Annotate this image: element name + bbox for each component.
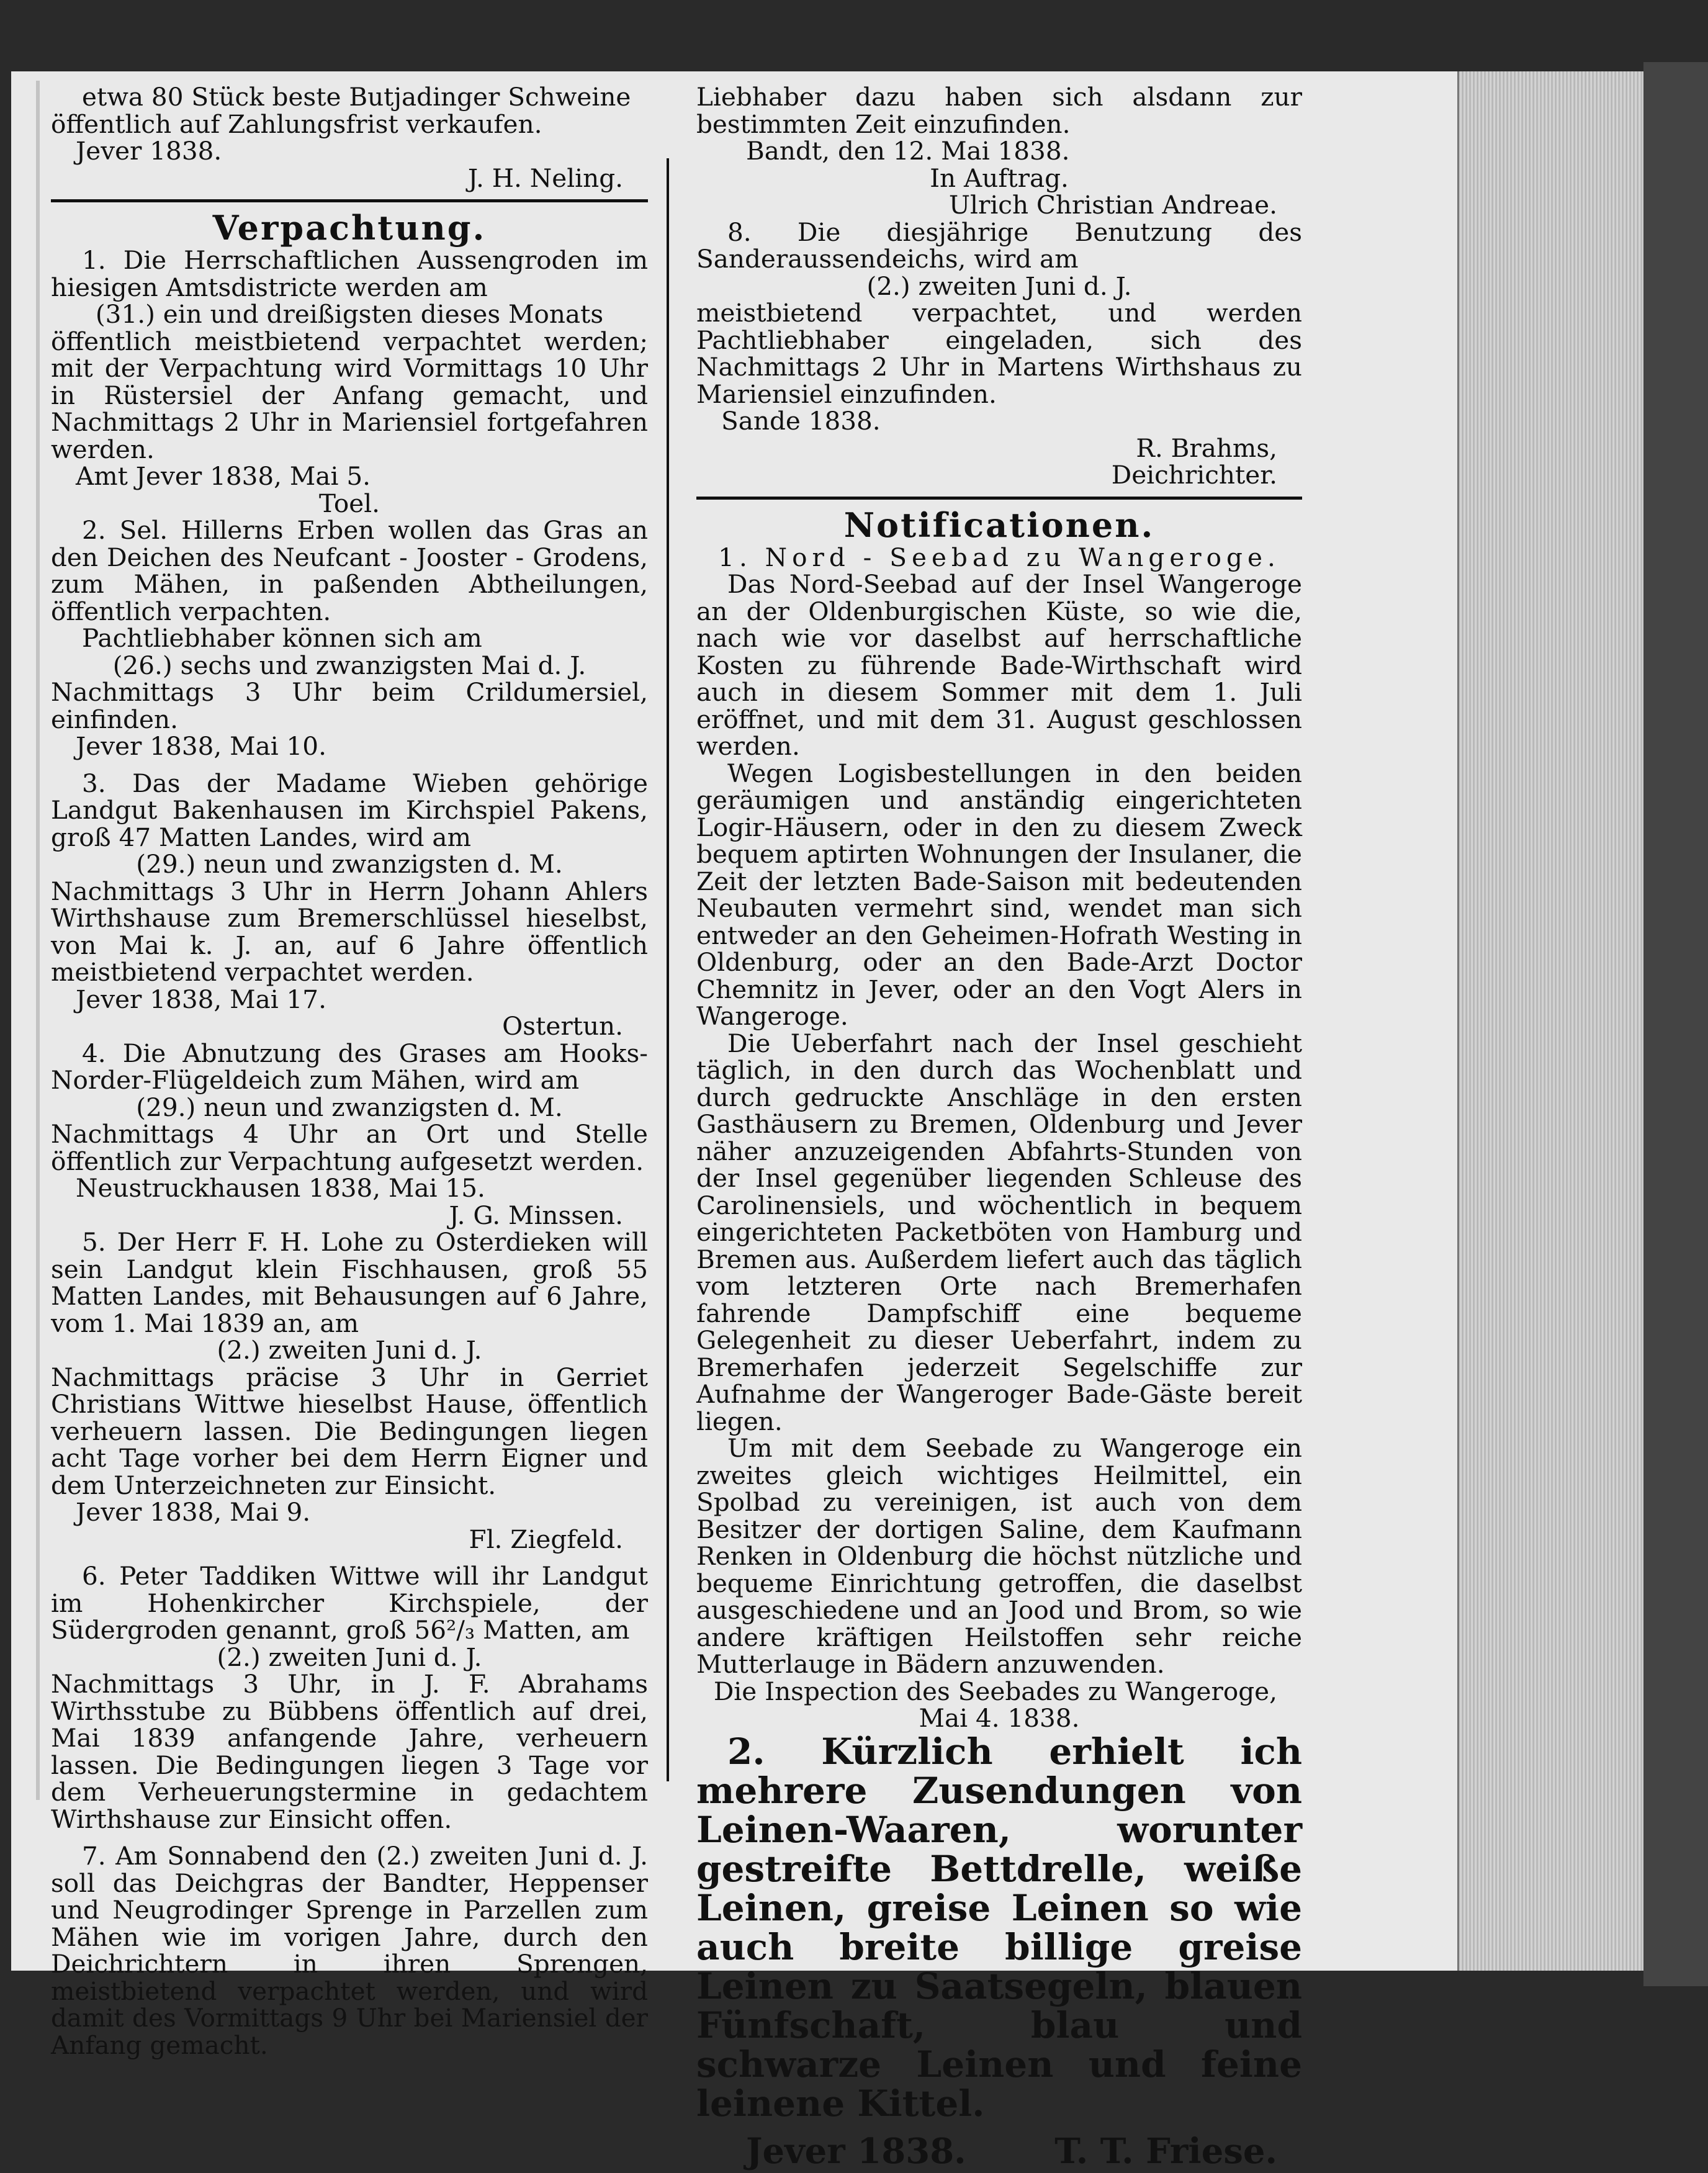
intro-signature: J. H. Neling. — [467, 163, 623, 193]
section-title-verpachtung: Verpachtung. — [212, 208, 487, 248]
notif-2-text: 2. Kürzlich erhielt ich mehrere Zusendungen von Leinen-Waaren, worunter gestreifte Bettdrelle, weiße Leinen, greise Leinen so wie auch breite billige greise Leinen zu Saatsegeln, blauen Fünfschaft, blau und schwarze Leinen und feine leinene Kittel. — [696, 1730, 1302, 2125]
notif-1-p4: Um mit dem Seebade zu Wangeroge ein zweites gleich wichtiges Heilmittel, ein Spolbad zu vereinigen, ist auch von dem Besitzer der dortigen Saline, dem Kaufmann Renken in Oldenburg die höchst nützliche und bequeme Einrichtung getroffen, die daselbst ausgeschiedene und an Jood und Brom, so wie andere kräftigen Heilstoffen sehr reiche Mutterlauge in Bädern anzuwenden. — [696, 1433, 1302, 1679]
item-3-signature: Ostertun. — [502, 1011, 623, 1041]
item-8-date: (2.) zweiten Juni d. J. — [866, 271, 1132, 301]
item-1-signature: Toel. — [318, 488, 380, 518]
rule — [696, 497, 1302, 500]
item-6-date: (2.) zweiten Juni d. J. — [217, 1642, 482, 1672]
item-1-place: Amt Jever 1838, Mai 5. — [76, 461, 371, 491]
section-title-notificationen: Notificationen. — [843, 505, 1155, 545]
item-8-place: Sande 1838. — [721, 406, 881, 436]
item-8-signature-title: Deichrichter. — [1111, 460, 1277, 490]
item-4-signature: J. G. Minssen. — [449, 1200, 623, 1230]
item-2-text-b: Pachtliebhaber können sich am — [82, 623, 482, 653]
notif-1-p2: Wegen Logisbestellungen in den beiden geräumigen und anständig eingerichteten Logir-Häusern, oder in den zu diesem Zweck bequem aptirten Wohnungen der Insulaner, die Zeit der letzten Bade-Saison mit bedeutenden Neubauten vermehrt sind, wendet man sich entweder an den Geheimen-Hofrath Westing in Oldenburg, oder an den Bade-Arzt Doctor Chemnitz in Jever, oder an den Vogt Alers in Wangeroge. — [696, 758, 1302, 1031]
rule — [51, 199, 648, 202]
notif-2-signature: T. T. Friese. — [1054, 2130, 1277, 2172]
item-2-date: (26.) sechs und zwanzigsten Mai d. J. — [112, 650, 587, 680]
notif-2-place: Jever 1838. — [746, 2130, 966, 2172]
item-3-place: Jever 1838, Mai 17. — [76, 984, 326, 1014]
item-5-place: Jever 1838, Mai 9. — [76, 1497, 311, 1527]
right-column — [696, 84, 1302, 2173]
item-2-place: Jever 1838, Mai 10. — [76, 731, 326, 761]
item-3-date: (29.) neun und zwanzigsten d. M. — [136, 849, 563, 879]
intro-line-2: öffentlich auf Zahlungsfrist verkaufen. — [51, 109, 542, 139]
continuation-text: Liebhaber dazu haben sich alsdann zur bestimmten Zeit einzufinden. — [696, 82, 1302, 139]
item-5-signature: Fl. Ziegfeld. — [469, 1524, 623, 1554]
item-1-date: (31.) ein und dreißigsten dieses Monats — [95, 299, 604, 329]
item-4-text: 4. Die Abnutzung des Grases am Hooks-Norder-Flügeldeich zum Mähen, wird am — [51, 1038, 648, 1095]
item-3-text2: Nachmittags 3 Uhr in Herrn Johann Ahlers Wirthshause zum Bremerschlüssel hieselbst, von Mai k. J. an, auf 6 Jahre öffentlich meistbietend verpachtet werden. — [51, 876, 648, 987]
item-4-text2: Nachmittags 4 Uhr an Ort und Stelle öffentlich zur Verpachtung aufgesetzt werden. — [51, 1119, 648, 1176]
continuation-place: Bandt, den 12. Mai 1838. — [746, 136, 1070, 166]
column-divider — [667, 158, 669, 1781]
left-column — [51, 84, 648, 2059]
page-edges — [1457, 71, 1645, 1971]
notif-1-p3: Die Ueberfahrt nach der Insel geschieht täglich, in den durch das Wochenblatt und durch gedruckte Anschläge in den ersten Gasthäusern zu Bremen, Oldenburg und Jever näher anzuzeigenden Abfahrts-Stunden von der Insel gegenüber liegenden Schleuse des Carolinensiels, und wöchentlich in bequem eingerichteten Packetböten von Hamburg und Bremen aus. Außerdem liefert auch das täglich vom letzteren Orte nach Bremerhafen fahrende Dampfschiff eine bequeme Gelegenheit zu dieser Ueberfahrt, indem zu Bremerhafen jederzeit Segelschiffe zur Aufnahme der Wangeroger Bade-Gäste bereit liegen. — [696, 1028, 1302, 1436]
intro-date: Jever 1838. — [76, 136, 222, 166]
notif-1-signature: Die Inspection des Seebades zu Wangeroge, — [713, 1676, 1277, 1706]
intro-line-1: etwa 80 Stück beste Butjadinger Schweine — [82, 82, 631, 112]
binding-shadow — [36, 81, 40, 1800]
item-5-text2: Nachmittags präcise 3 Uhr in Gerriet Christians Wittwe hieselbst Hause, öffentlich verheuern lassen. Die Bedingungen liegen acht Tage vorher bei dem Herrn Eigner und dem Unterzeichneten zur Einsicht. — [51, 1362, 648, 1500]
item-4-place: Neustruckhausen 1838, Mai 15. — [76, 1173, 485, 1203]
item-2-text2: Nachmittags 3 Uhr beim Crildumersiel, einfinden. — [51, 677, 648, 734]
item-7-text: 7. Am Sonnabend den (2.) zweiten Juni d. J. soll das Deichgras der Bandter, Heppenser und Neugrodinger Sprenge in Parzellen zum Mähen wie im vorigen Jahre, durch den Deichrichtern in ihren Sprengen, meistbietend verpachtet werden, und wird damit des Vormittags 9 Uhr bei Mariensiel der Anfang gemacht. — [51, 1841, 648, 2060]
item-8-text: 8. Die diesjährige Benutzung des Sanderaussendeichs, wird am — [696, 217, 1302, 274]
item-6-text: 6. Peter Taddiken Wittwe will ihr Landgut im Hohenkircher Kirchspiele, der Südergroden genannt, groß 56²/₃ Matten, am — [51, 1561, 648, 1645]
continuation-auftrag: In Auftrag. — [930, 163, 1069, 193]
item-5-date: (2.) zweiten Juni d. J. — [217, 1335, 482, 1365]
notif-1-p1: Das Nord-Seebad auf der Insel Wangeroge an der Oldenburgischen Küste, so wie die, nach wie vor daselbst auf herrschaftliche Kosten zu führende Bade-Wirthschaft wird auch in diesem Sommer mit dem 1. Juli eröffnet, und mit dem 31. August geschlossen werden. — [696, 569, 1302, 761]
item-2-text: 2. Sel. Hillerns Erben wollen das Gras an den Deichen des Neufcant - Jooster - Grodens, zum Mähen, in paßenden Abtheilungen, öffentlich verpachten. — [51, 515, 648, 626]
book-cover — [1643, 62, 1708, 1986]
item-4-date: (29.) neun und zwanzigsten d. M. — [136, 1092, 563, 1122]
notif-1-date: Mai 4. 1838. — [919, 1703, 1080, 1733]
notif-1-heading: 1. Nord - Seebad zu Wangeroge. — [718, 542, 1280, 572]
item-1-text: 1. Die Herrschaftlichen Aussengroden im hiesigen Amtsdistricte werden am — [51, 245, 648, 302]
item-5-text: 5. Der Herr F. H. Lohe zu Osterdieken will sein Landgut klein Fischhausen, groß 55 Matten Landes, mit Behausungen auf 6 Jahre, vom 1. Mai 1839 an, am — [51, 1227, 648, 1338]
item-1-text2: öffentlich meistbietend verpachtet werden; mit der Verpachtung wird Vormittags 10 Uhr in Rüstersiel der Anfang gemacht, und Nachmittags 2 Uhr in Mariensiel fortgefahren werden. — [51, 326, 648, 464]
item-8-signature: R. Brahms, — [1136, 433, 1277, 463]
item-8-text2: meistbietend verpachtet, und werden Pachtliebhaber eingeladen, sich des Nachmittags 2 Uhr in Martens Wirthshaus zu Mariensiel einzufinden. — [696, 298, 1302, 409]
item-3-text: 3. Das der Madame Wieben gehörige Landgut Bakenhausen im Kirchspiel Pakens, groß 47 Matten Landes, wird am — [51, 768, 648, 852]
item-6-text2: Nachmittags 3 Uhr, in J. F. Abrahams Wirthsstube zu Bübbens öffentlich auf drei, Mai 1839 anfangende Jahre, verheuern lassen. Die Bedingungen liegen 3 Tage vor dem Verheuerungstermine in gedachtem Wirthshause zur Einsicht offen. — [51, 1669, 648, 1834]
continuation-signature: Ulrich Christian Andreae. — [948, 190, 1277, 220]
